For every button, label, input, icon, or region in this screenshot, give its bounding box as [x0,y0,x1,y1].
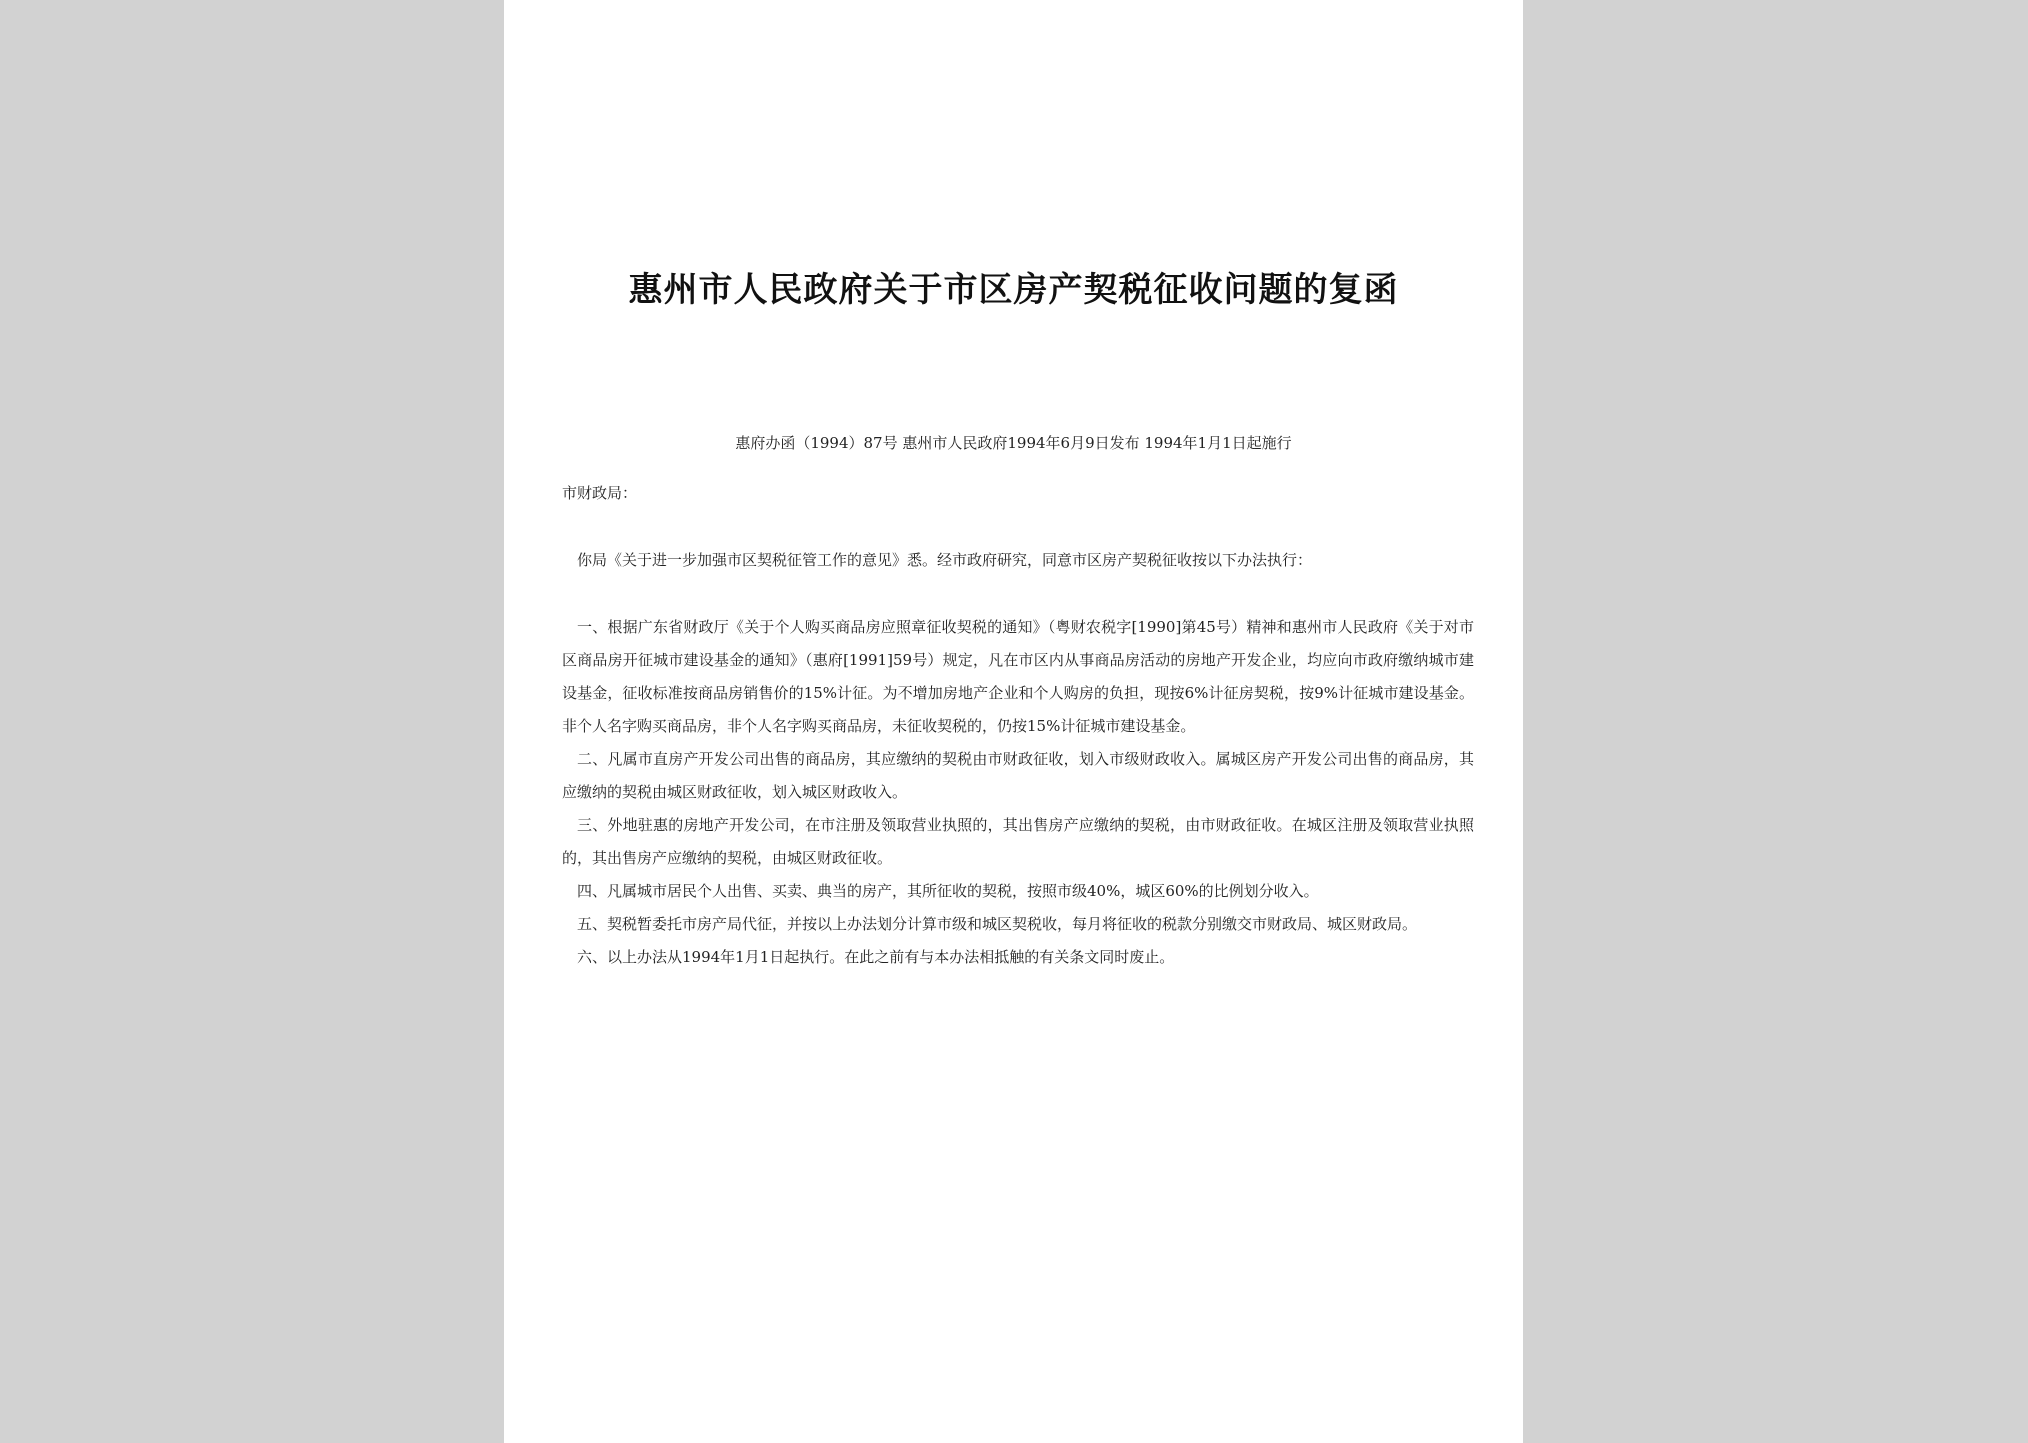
clause-4: 四、凡属城市居民个人出售、买卖、典当的房产，其所征收的契税，按照市级40%，城区60%的比例划分收入。 [577,882,1319,900]
intro-paragraph: 你局《关于进一步加强市区契税征管工作的意见》悉。经市政府研究，同意市区房产契税征收按以下办法执行： [577,551,1313,569]
document-page [504,0,1523,1443]
document-meta: 惠府办函（1994）87号 惠州市人民政府1994年6月9日发布 1994年1月1日起施行 [735,434,1292,452]
document-body [562,611,1474,974]
clause-3: 三、外地驻惠的房地产开发公司，在市注册及领取营业执照的，其出售房产应缴纳的契税，由市财政征收。在城区注册及领取营业执照的，其出售房产应缴纳的契税，由城区财政征收。 [562,816,1474,867]
clause-2: 二、凡属市直房产开发公司出售的商品房，其应缴纳的契税由市财政征收，划入市级财政收入。属城区房产开发公司出售的商品房，其应缴纳的契税由城区财政征收，划入城区财政收入。 [562,750,1474,801]
recipient-line: 市财政局： [562,484,638,502]
document-title: 惠州市人民政府关于市区房产契税征收问题的复函 [628,270,1399,310]
clause-5: 五、契税暂委托市房产局代征，并按以上办法划分计算市级和城区契税收，每月将征收的税款分别缴交市财政局、城区财政局。 [577,915,1418,933]
clause-1: 一、根据广东省财政厅《关于个人购买商品房应照章征收契税的通知》（粤财农税字[1990]第45号）精神和惠州市人民政府《关于对市区商品房开征城市建设基金的通知》（惠府[1991]59号）规定，凡在市区内从事商品房活动的房地产开发企业，均应向市政府缴纳城市建设基金，征收标准按商品房销售价的15%计征。为不增加房地产企业和个人购房的负担，现按6%计征房契税，按9%计征城市建设基金。非个人名字购买商品房，非个人名字购买商品房，未征收契税的，仍按15%计征城市建设基金。 [562,618,1474,735]
clause-6: 六、以上办法从1994年1月1日起执行。在此之前有与本办法相抵触的有关条文同时废止。 [577,948,1175,966]
